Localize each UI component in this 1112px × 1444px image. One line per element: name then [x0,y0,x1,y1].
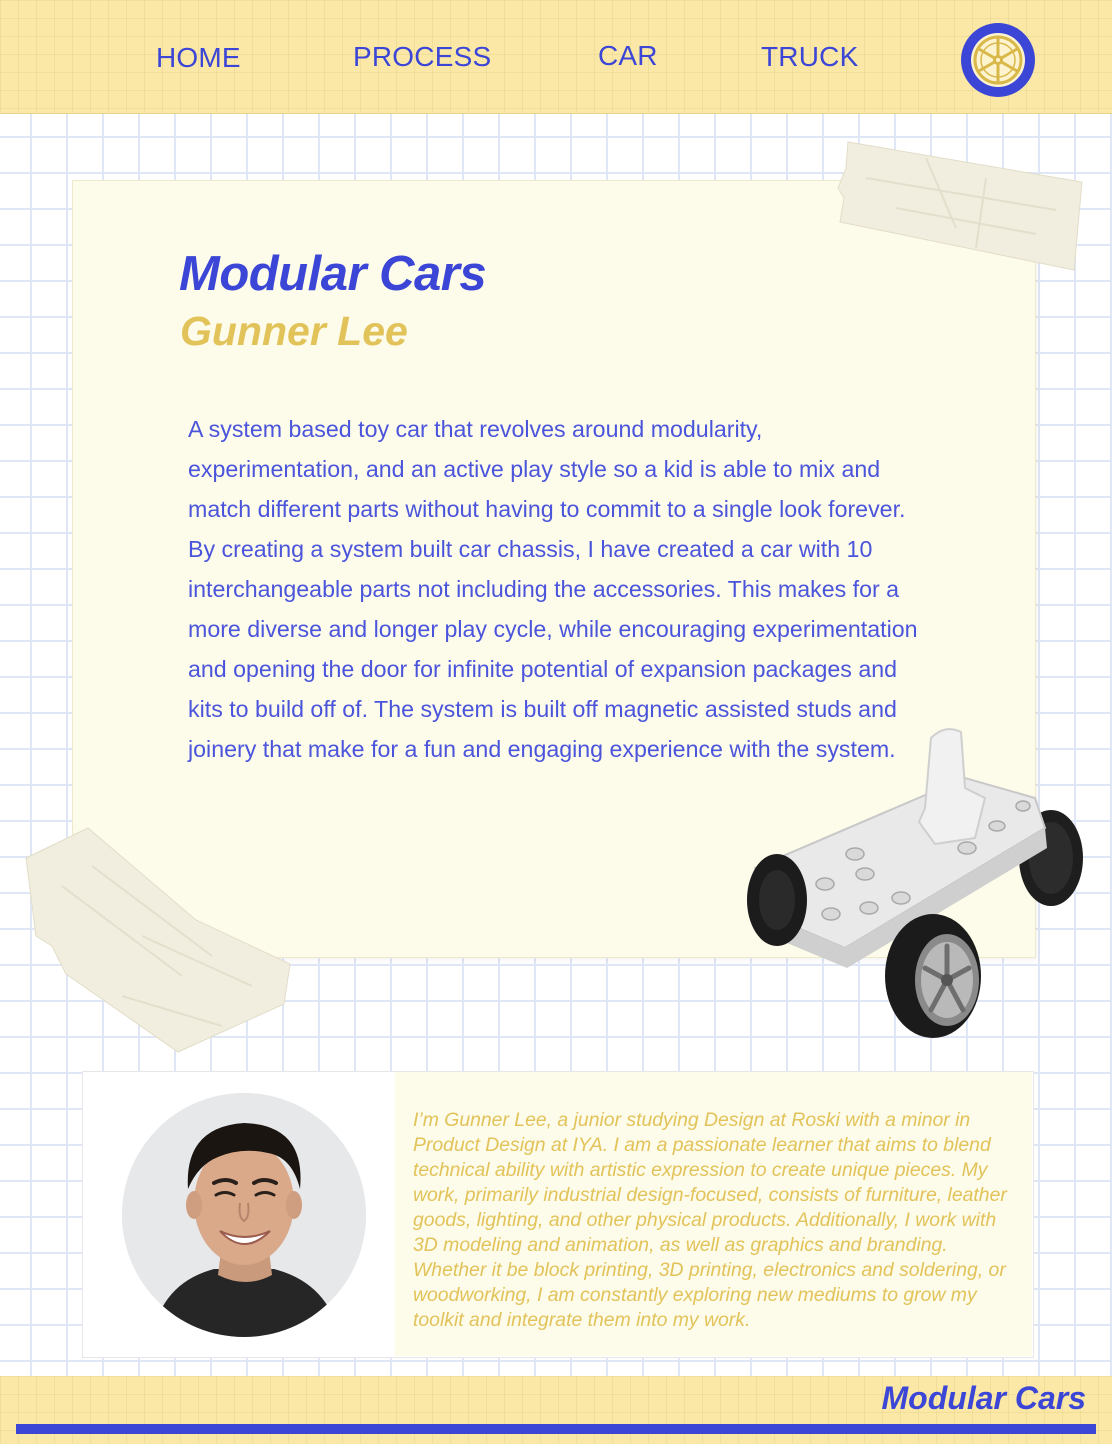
nav-car-link[interactable]: CAR [598,40,658,71]
portrait-illustration [122,1093,366,1337]
top-nav [0,0,1112,114]
footer-accent-bar [16,1424,1096,1434]
tape-bottom-left [22,826,294,1054]
project-description: A system based toy car that revolves around modularity, experimentation, and an active play style so a kid is able to mix and match different parts without having to commit to a single look forever. By creating a system built car chassis, I have created a car with 10 interchangeable parts not including the accessories. This makes for a more diverse and longer play cycle, while encouraging experimentation and opening the door for infinite potential of expansion packages and kits to build off of. The system is built off magnetic assisted studs and joinery that make for a fun and engaging experience with the system. [188,416,918,762]
modular-car-image [735,718,1095,1048]
nav-process-link[interactable]: PROCESS [353,41,492,72]
nav-home-link[interactable]: HOME [156,42,241,73]
wheel-icon [969,31,1027,89]
author-name: Gunner Lee [180,308,408,354]
logo-button[interactable] [961,23,1035,97]
tape-top-right [836,138,1086,274]
footer-title: Modular Cars [881,1380,1086,1416]
author-portrait [122,1093,366,1337]
bio-text: I’m Gunner Lee, a junior studying Design at Roski with a minor in Product Design at IYA. I am a passionate learner that aims to blend technical ability with artistic expression to create unique pieces. My work, primarily industrial design-focused, consists of furniture, leather goods, lighting, and other physical products. Additionally, I work with 3D modeling and animation, as well as graphics and branding. Whether it be block printing, 3D printing, electronics and soldering, or woodworking, I am constantly exploring new mediums to grow my toolkit and integrate them into my work. [413,1109,1007,1331]
nav-truck-link[interactable]: TRUCK [761,41,859,72]
page-title: Modular Cars [179,247,487,301]
